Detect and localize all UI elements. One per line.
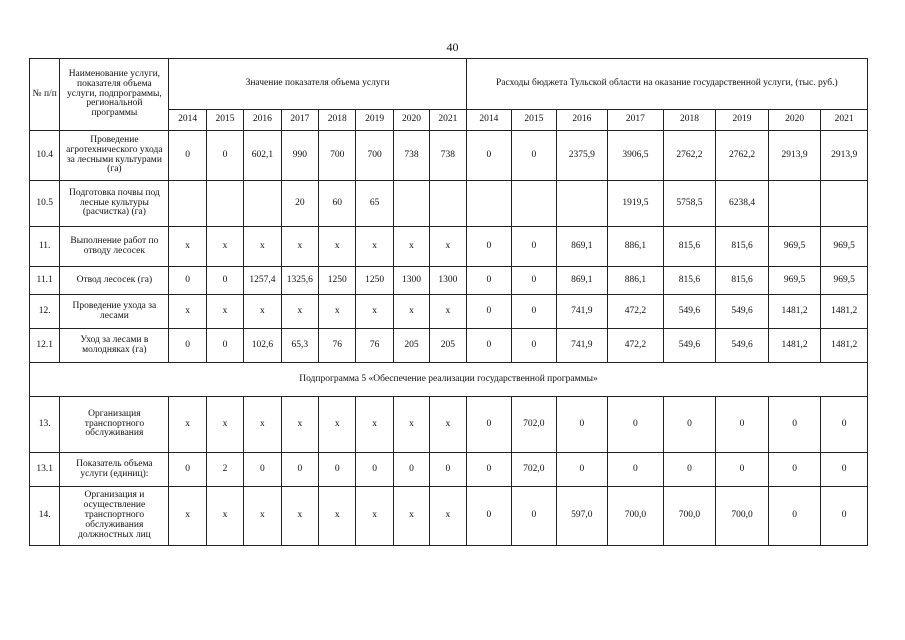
volume-value: x: [281, 487, 318, 546]
volume-value: 738: [393, 131, 429, 181]
table-row: [30, 329, 868, 363]
budget-value: 2375,9: [556, 131, 608, 181]
volume-value: 0: [169, 131, 206, 181]
header-budget-group: Расходы бюджета Тульской области на оказание государственной услуги, (тыс. руб.): [466, 59, 867, 110]
volume-value: 1250: [319, 267, 356, 295]
budget-value: 549,6: [663, 329, 716, 363]
table-body-subprogram: [30, 397, 868, 546]
volume-year-6: 2020: [393, 110, 429, 131]
volume-value: 0: [169, 453, 206, 487]
budget-value: 0: [512, 227, 556, 267]
volume-value: x: [319, 397, 356, 453]
volume-value: 205: [430, 329, 466, 363]
row-name: Проведение ухода за лесами: [60, 295, 169, 329]
volume-value: [430, 181, 466, 227]
budget-value: 3906,5: [608, 131, 664, 181]
volume-value: x: [169, 227, 206, 267]
row-name: Подготовка почвы под лесные культуры (расчистка) (га): [60, 181, 169, 227]
budget-value: 969,5: [768, 267, 821, 295]
volume-value: 0: [430, 453, 466, 487]
budget-value: 969,5: [768, 227, 821, 267]
row-number: 12.: [30, 295, 60, 329]
budget-value: 702,0: [512, 453, 556, 487]
volume-value: x: [244, 227, 281, 267]
budget-value: 969,5: [821, 267, 868, 295]
budget-value: 2913,9: [821, 131, 868, 181]
budget-value: 0: [466, 131, 511, 181]
row-number: 10.4: [30, 131, 60, 181]
budget-value: 0: [512, 487, 556, 546]
budget-value: 0: [466, 453, 511, 487]
volume-value: 1325,6: [281, 267, 318, 295]
volume-value: x: [206, 295, 243, 329]
volume-value: 602,1: [244, 131, 281, 181]
budget-value: 2762,2: [716, 131, 769, 181]
volume-value: 0: [206, 267, 243, 295]
budget-value: 886,1: [608, 267, 664, 295]
budget-value: 0: [663, 453, 716, 487]
budget-value: 0: [716, 397, 769, 453]
budget-year-3: 2017: [608, 110, 664, 131]
row-number: 14.: [30, 487, 60, 546]
budget-value: 0: [512, 295, 556, 329]
volume-value: 20: [281, 181, 318, 227]
budget-value: [512, 181, 556, 227]
budget-value: 815,6: [716, 227, 769, 267]
volume-value: x: [169, 397, 206, 453]
table-row: [30, 487, 868, 546]
budget-value: 0: [556, 453, 608, 487]
row-name: Уход за лесами в молодняках (га): [60, 329, 169, 363]
budget-value: 5758,5: [663, 181, 716, 227]
volume-value: 2: [206, 453, 243, 487]
budget-value: 0: [512, 329, 556, 363]
volume-value: x: [393, 397, 429, 453]
volume-year-7: 2021: [430, 110, 466, 131]
volume-value: x: [319, 227, 356, 267]
volume-value: 1300: [393, 267, 429, 295]
budget-value: 0: [466, 487, 511, 546]
volume-value: 0: [169, 267, 206, 295]
budget-year-5: 2019: [716, 110, 769, 131]
volume-value: 0: [244, 453, 281, 487]
budget-value: 0: [821, 487, 868, 546]
volume-value: 738: [430, 131, 466, 181]
row-name: Организация транспортного обслуживания: [60, 397, 169, 453]
budget-value: 969,5: [821, 227, 868, 267]
volume-value: x: [244, 397, 281, 453]
budget-value: 815,6: [663, 227, 716, 267]
volume-value: 0: [393, 453, 429, 487]
volume-value: 76: [319, 329, 356, 363]
volume-value: x: [169, 487, 206, 546]
budget-value: 2762,2: [663, 131, 716, 181]
row-number: 12.1: [30, 329, 60, 363]
volume-value: x: [356, 397, 393, 453]
volume-value: x: [356, 227, 393, 267]
budget-value: 1481,2: [821, 329, 868, 363]
header-row-1: [30, 59, 868, 110]
budget-value: 869,1: [556, 227, 608, 267]
volume-value: x: [430, 227, 466, 267]
volume-value: 60: [319, 181, 356, 227]
budget-value: 0: [716, 453, 769, 487]
budget-year-4: 2018: [663, 110, 716, 131]
volume-value: x: [430, 487, 466, 546]
budget-value: [821, 181, 868, 227]
budget-value: 1481,2: [821, 295, 868, 329]
volume-year-5: 2019: [356, 110, 393, 131]
budget-year-1: 2015: [512, 110, 556, 131]
volume-value: x: [356, 295, 393, 329]
volume-value: 102,6: [244, 329, 281, 363]
volume-value: 0: [206, 131, 243, 181]
budget-value: 597,0: [556, 487, 608, 546]
section-row: [30, 363, 868, 397]
row-name: Выполнение работ по отводу лесосек: [60, 227, 169, 267]
row-number: 13.: [30, 397, 60, 453]
budget-value: 741,9: [556, 329, 608, 363]
volume-value: x: [319, 295, 356, 329]
volume-year-4: 2018: [319, 110, 356, 131]
budget-value: 0: [768, 487, 821, 546]
table-body: [30, 131, 868, 363]
header-name: Наименование услуги, показателя объема услуги, подпрограммы, региональной программы: [60, 59, 169, 131]
budget-value: 0: [556, 397, 608, 453]
volume-value: x: [206, 227, 243, 267]
volume-value: 0: [356, 453, 393, 487]
volume-year-3: 2017: [281, 110, 318, 131]
budget-value: 0: [608, 453, 664, 487]
budget-value: 0: [768, 397, 821, 453]
volume-value: x: [393, 487, 429, 546]
budget-value: 869,1: [556, 267, 608, 295]
volume-year-0: 2014: [169, 110, 206, 131]
budget-value: [768, 181, 821, 227]
volume-value: 700: [319, 131, 356, 181]
budget-year-6: 2020: [768, 110, 821, 131]
budget-value: 0: [512, 131, 556, 181]
volume-value: x: [430, 295, 466, 329]
budget-value: 0: [466, 227, 511, 267]
volume-value: 0: [206, 329, 243, 363]
volume-value: 0: [319, 453, 356, 487]
volume-value: x: [281, 397, 318, 453]
budget-value: 0: [512, 267, 556, 295]
volume-value: 700: [356, 131, 393, 181]
budget-value: 700,0: [608, 487, 664, 546]
table-row: [30, 295, 868, 329]
volume-value: [393, 181, 429, 227]
budget-value: 0: [768, 453, 821, 487]
volume-value: [206, 181, 243, 227]
budget-year-0: 2014: [466, 110, 511, 131]
row-number: 10.5: [30, 181, 60, 227]
volume-value: x: [430, 397, 466, 453]
budget-value: 2913,9: [768, 131, 821, 181]
budget-value: 886,1: [608, 227, 664, 267]
volume-value: x: [244, 487, 281, 546]
budget-value: 0: [466, 295, 511, 329]
budget-value: 6238,4: [716, 181, 769, 227]
budget-value: [556, 181, 608, 227]
volume-value: x: [244, 295, 281, 329]
budget-value: 0: [466, 397, 511, 453]
budget-value: 1481,2: [768, 329, 821, 363]
budget-value: 0: [821, 397, 868, 453]
budget-year-2: 2016: [556, 110, 608, 131]
budget-value: 0: [466, 329, 511, 363]
volume-value: x: [319, 487, 356, 546]
table-row: [30, 227, 868, 267]
volume-value: 65,3: [281, 329, 318, 363]
budget-value: 0: [663, 397, 716, 453]
row-number: 13.1: [30, 453, 60, 487]
budget-value: 700,0: [663, 487, 716, 546]
budget-value: 702,0: [512, 397, 556, 453]
volume-year-1: 2015: [206, 110, 243, 131]
table-row: [30, 181, 868, 227]
volume-value: x: [206, 487, 243, 546]
row-name: Показатель объема услуги (единиц):: [60, 453, 169, 487]
volume-value: 1300: [430, 267, 466, 295]
page-number: 40: [446, 40, 459, 54]
budget-value: 741,9: [556, 295, 608, 329]
volume-value: x: [281, 227, 318, 267]
budget-value: 700,0: [716, 487, 769, 546]
budget-value: 1481,2: [768, 295, 821, 329]
table-row: [30, 131, 868, 181]
row-name: Организация и осуществление транспортного обслуживания должностных лиц: [60, 487, 169, 546]
volume-value: x: [206, 397, 243, 453]
services-table: [29, 58, 868, 546]
header-num: № п/п: [30, 59, 60, 131]
header-volume-group: Значение показателя объема услуги: [169, 59, 466, 110]
volume-value: [169, 181, 206, 227]
row-number: 11.1: [30, 267, 60, 295]
volume-value: 0: [169, 329, 206, 363]
volume-value: x: [169, 295, 206, 329]
row-number: 11.: [30, 227, 60, 267]
volume-value: x: [393, 295, 429, 329]
section-title: Подпрограмма 5 «Обеспечение реализации государственной программы»: [30, 363, 868, 397]
volume-value: 0: [281, 453, 318, 487]
budget-value: 472,2: [608, 295, 664, 329]
table-row: [30, 267, 868, 295]
table-row: [30, 453, 868, 487]
volume-value: 76: [356, 329, 393, 363]
volume-value: 65: [356, 181, 393, 227]
volume-year-2: 2016: [244, 110, 281, 131]
budget-value: 472,2: [608, 329, 664, 363]
row-name: Отвод лесосек (га): [60, 267, 169, 295]
budget-value: 0: [466, 267, 511, 295]
budget-value: 549,6: [716, 329, 769, 363]
budget-value: 549,6: [716, 295, 769, 329]
volume-value: x: [393, 227, 429, 267]
budget-value: [466, 181, 511, 227]
volume-value: 1257,4: [244, 267, 281, 295]
volume-value: [244, 181, 281, 227]
budget-value: 815,6: [663, 267, 716, 295]
budget-value: 0: [608, 397, 664, 453]
row-name: Проведение агротехнического ухода за лесными культурами (га): [60, 131, 169, 181]
table-row: [30, 397, 868, 453]
budget-value: 815,6: [716, 267, 769, 295]
budget-value: 549,6: [663, 295, 716, 329]
budget-value: 0: [821, 453, 868, 487]
volume-value: x: [356, 487, 393, 546]
volume-value: 1250: [356, 267, 393, 295]
budget-year-7: 2021: [821, 110, 868, 131]
volume-value: 205: [393, 329, 429, 363]
budget-value: 1919,5: [608, 181, 664, 227]
volume-value: 990: [281, 131, 318, 181]
volume-value: x: [281, 295, 318, 329]
